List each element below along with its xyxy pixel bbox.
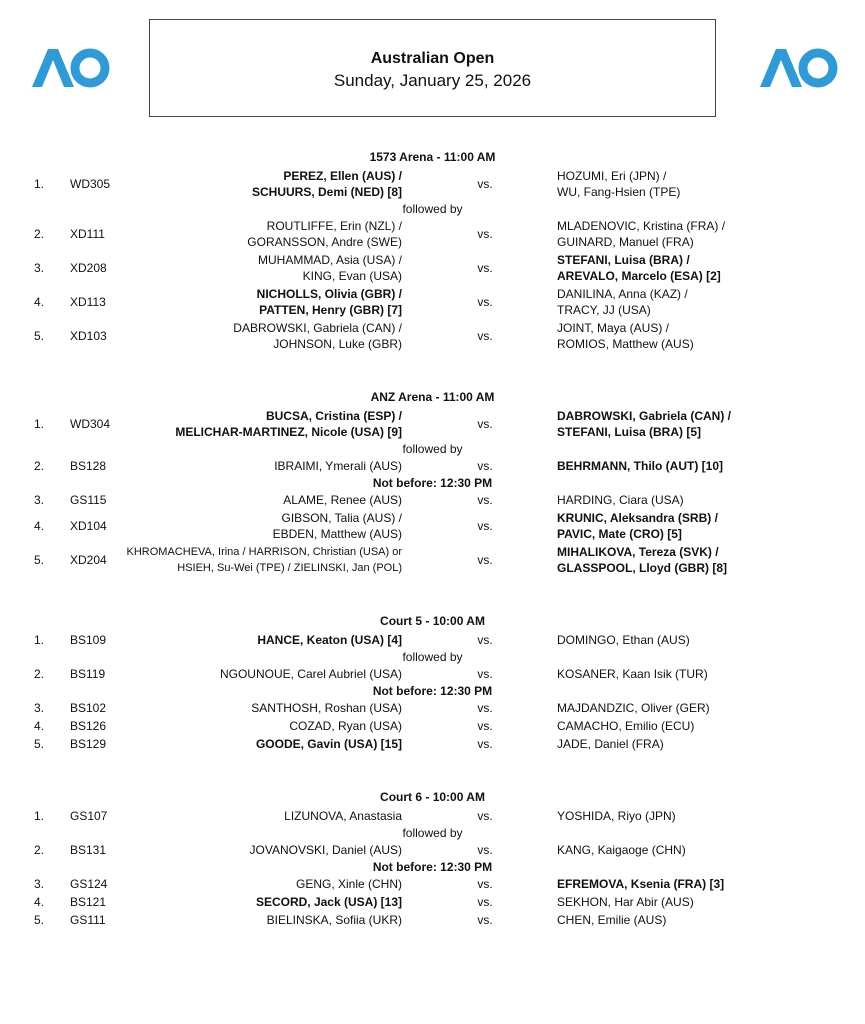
player-name: HOZUMI, Eri (JPN) /: [557, 169, 667, 183]
left-team: [62, 217, 402, 251]
left-team-names: [258, 252, 402, 284]
event-code: GS107: [70, 809, 108, 823]
left-team: [62, 807, 402, 825]
match-number: 3.: [34, 877, 45, 891]
match-number: 4.: [34, 719, 45, 733]
player-name: DABROWSKI, Gabriela (CAN) /: [233, 321, 402, 335]
player-name: JOVANOVSKI, Daniel (AUS): [249, 843, 402, 857]
match-row: [0, 699, 865, 717]
court-section: [0, 147, 865, 353]
event-code: XD204: [70, 553, 107, 567]
left-team: [62, 875, 402, 893]
player-name: KING, Evan (USA): [302, 269, 402, 283]
right-team-names: [557, 168, 680, 200]
right-team: [557, 319, 857, 353]
right-team-names: [557, 842, 686, 858]
player-name: NGOUNOUE, Carel Aubriel (USA): [219, 667, 402, 681]
player-name: KOSANER, Kaan Isik (TUR): [557, 667, 708, 681]
court-title: Court 6 - 10:00 AM: [380, 790, 485, 804]
left-team: [62, 665, 402, 683]
court-section: [0, 387, 865, 577]
right-team-names: [557, 894, 694, 910]
left-team-names: [257, 286, 402, 318]
match-number: 1.: [34, 809, 45, 823]
right-team: [557, 735, 857, 753]
match-row: [0, 457, 865, 475]
left-team-names: [252, 168, 402, 200]
court-section: [0, 787, 865, 929]
match-row: [0, 631, 865, 649]
vs-label: vs.: [477, 493, 493, 507]
vs-label: vs.: [477, 295, 493, 309]
player-name: CHEN, Emilie (AUS): [557, 913, 667, 927]
player-name: GORANSSON, Andre (SWE): [247, 235, 402, 249]
left-team: [62, 251, 402, 285]
page-date: Sunday, January 25, 2026: [333, 71, 532, 90]
left-team: [62, 509, 402, 543]
right-team-names: [557, 912, 666, 928]
right-team: [557, 717, 857, 735]
right-team: [557, 543, 857, 577]
schedule-note: followed by: [402, 826, 463, 840]
event-code: BS119: [70, 667, 106, 681]
court-section: [0, 611, 865, 753]
right-team: [557, 665, 857, 683]
right-team-names: [557, 492, 684, 508]
match-row: [0, 911, 865, 929]
player-name: JOINT, Maya (AUS) /: [557, 321, 670, 335]
player-name: BIELINSKA, Sofiia (UKR): [266, 913, 402, 927]
left-team-names: [247, 218, 402, 250]
match-number: 3.: [34, 493, 45, 507]
ao-logo-right-graphic: [758, 44, 838, 92]
event-code: XD103: [70, 329, 107, 343]
right-team: [557, 807, 857, 825]
player-name: SCHUURS, Demi (NED) [8]: [251, 185, 402, 199]
right-team: [557, 841, 857, 859]
schedule-note: Not before: 12:30 PM: [372, 684, 493, 698]
player-name: SEKHON, Har Abir (AUS): [557, 895, 694, 909]
event-code: GS111: [70, 913, 106, 927]
player-name: EBDEN, Matthew (AUS): [272, 527, 402, 541]
event-code: BS129: [70, 737, 107, 751]
player-name: ROMIOS, Matthew (AUS): [557, 337, 694, 351]
player-name: EFREMOVA, Ksenia (FRA) [3]: [557, 877, 725, 891]
match-number: 1.: [34, 417, 45, 431]
match-row: [0, 319, 865, 353]
left-team: [62, 699, 402, 717]
left-team: [62, 285, 402, 319]
event-code: BS126: [70, 719, 107, 733]
right-team-names: [557, 736, 664, 752]
left-team: [62, 407, 402, 441]
match-row: [0, 665, 865, 683]
right-team: [557, 911, 857, 929]
player-name: HARDING, Ciara (USA): [557, 493, 684, 507]
match-number: 4.: [34, 519, 45, 533]
right-team-names: [557, 458, 723, 474]
match-row: [0, 717, 865, 735]
player-name: PAVIC, Mate (CRO) [5]: [557, 527, 682, 541]
left-team: [62, 491, 402, 509]
schedule-note: followed by: [402, 442, 463, 456]
left-team: [62, 543, 402, 577]
court-title: ANZ Arena - 11:00 AM: [370, 390, 495, 404]
right-team-names: [557, 666, 708, 682]
match-number: 5.: [34, 553, 45, 567]
left-team-names: [283, 492, 402, 508]
match-number: 4.: [34, 295, 45, 309]
right-team: [557, 491, 857, 509]
event-code: BS121: [70, 895, 107, 909]
left-team-names: [256, 736, 402, 752]
header-box: [149, 19, 716, 117]
left-team: [62, 319, 402, 353]
vs-label: vs.: [477, 177, 493, 191]
player-name: JADE, Daniel (FRA): [557, 737, 664, 751]
right-team-names: [557, 808, 676, 824]
right-team-names: [557, 252, 721, 284]
right-team: [557, 167, 857, 201]
match-number: 5.: [34, 737, 45, 751]
right-team: [557, 699, 857, 717]
left-team: [62, 167, 402, 201]
left-team-names: [274, 458, 402, 474]
player-name: WU, Fang-Hsien (TPE): [557, 185, 681, 199]
right-team-names: [557, 632, 690, 648]
vs-label: vs.: [477, 719, 493, 733]
left-team-names: [127, 544, 402, 576]
player-name: ALAME, Renee (AUS): [283, 493, 402, 507]
player-name: IBRAIMI, Ymerali (AUS): [274, 459, 402, 473]
match-row: [0, 807, 865, 825]
match-row: [0, 735, 865, 753]
match-number: 2.: [34, 843, 45, 857]
player-name: GUINARD, Manuel (FRA): [557, 235, 694, 249]
right-team: [557, 631, 857, 649]
match-number: 1.: [34, 633, 45, 647]
left-team-names: [233, 320, 402, 352]
right-team-names: [557, 320, 694, 352]
left-team-names: [273, 510, 402, 542]
schedule-note: followed by: [402, 650, 463, 664]
ao-logo-left: [30, 44, 110, 92]
event-code: BS131: [70, 843, 107, 857]
player-name: JOHNSON, Luke (GBR): [273, 337, 402, 351]
match-number: 1.: [34, 177, 45, 191]
right-team: [557, 457, 857, 475]
vs-label: vs.: [477, 737, 493, 751]
right-team: [557, 285, 857, 319]
vs-label: vs.: [477, 519, 493, 533]
player-name: KANG, Kaigaoge (CHN): [557, 843, 686, 857]
left-team-names: [267, 912, 402, 928]
vs-label: vs.: [477, 227, 493, 241]
event-code: XD113: [70, 295, 106, 309]
player-name: AREVALO, Marcelo (ESA) [2]: [557, 269, 721, 283]
vs-label: vs.: [477, 895, 493, 909]
right-team: [557, 893, 857, 911]
player-name: SANTHOSH, Roshan (USA): [251, 701, 402, 715]
ao-logo-right: [758, 44, 838, 92]
match-number: 3.: [34, 261, 45, 275]
right-team-names: [557, 544, 727, 576]
vs-label: vs.: [477, 633, 493, 647]
player-name: BUCSA, Cristina (ESP) /: [265, 409, 402, 423]
player-name: GOODE, Gavin (USA) [15]: [255, 737, 402, 751]
player-name: HSIEH, Su-Wei (TPE) / ZIELINSKI, Jan (POL): [177, 562, 402, 574]
match-row: [0, 285, 865, 319]
match-number: 2.: [34, 667, 45, 681]
match-row: [0, 893, 865, 911]
match-row: [0, 491, 865, 509]
player-name: MAJDANDZIC, Oliver (GER): [557, 701, 710, 715]
match-number: 5.: [34, 329, 45, 343]
player-name: KHROMACHEVA, Irina / HARRISON, Christian (USA) or: [126, 546, 402, 558]
player-name: YOSHIDA, Riyo (JPN): [557, 809, 676, 823]
player-name: ROUTLIFFE, Erin (NZL) /: [266, 219, 402, 233]
match-number: 5.: [34, 913, 45, 927]
player-name: DABROWSKI, Gabriela (CAN) /: [557, 409, 732, 423]
player-name: DANILINA, Anna (KAZ) /: [557, 287, 688, 301]
player-name: TRACY, JJ (USA): [557, 303, 651, 317]
ao-logo-left-graphic: [30, 44, 110, 92]
vs-label: vs.: [477, 843, 493, 857]
left-team-names: [175, 408, 402, 440]
vs-label: vs.: [477, 329, 493, 343]
right-team: [557, 407, 857, 441]
player-name: GIBSON, Talia (AUS) /: [281, 511, 402, 525]
player-name: LIZUNOVA, Anastasia: [284, 809, 402, 823]
vs-label: vs.: [477, 701, 493, 715]
player-name: STEFANI, Luisa (BRA) /: [557, 253, 690, 267]
match-number: 3.: [34, 701, 45, 715]
event-code: GS115: [70, 493, 107, 507]
vs-label: vs.: [477, 809, 493, 823]
player-name: CAMACHO, Emilio (ECU): [557, 719, 695, 733]
left-team-names: [251, 700, 402, 716]
vs-label: vs.: [477, 417, 493, 431]
schedule-note: followed by: [402, 202, 463, 216]
match-number: 2.: [34, 227, 45, 241]
left-team-names: [289, 718, 402, 734]
player-name: KRUNIC, Aleksandra (SRB) /: [557, 511, 718, 525]
player-name: SECORD, Jack (USA) [13]: [255, 895, 402, 909]
match-row: [0, 509, 865, 543]
match-row: [0, 407, 865, 441]
right-team: [557, 251, 857, 285]
right-team: [557, 875, 857, 893]
schedule-note: Not before: 12:30 PM: [372, 860, 493, 874]
left-team-names: [284, 808, 402, 824]
right-team-names: [557, 718, 694, 734]
right-team-names: [557, 286, 688, 318]
player-name: MLADENOVIC, Kristina (FRA) /: [557, 219, 726, 233]
left-team: [62, 911, 402, 929]
player-name: MUHAMMAD, Asia (USA) /: [257, 253, 402, 267]
event-code: BS109: [70, 633, 107, 647]
event-code: BS102: [70, 701, 107, 715]
match-number: 4.: [34, 895, 45, 909]
right-team-names: [557, 700, 710, 716]
left-team: [62, 457, 402, 475]
player-name: DOMINGO, Ethan (AUS): [557, 633, 690, 647]
player-name: PEREZ, Ellen (AUS) /: [283, 169, 402, 183]
left-team-names: [257, 632, 402, 648]
left-team-names: [296, 876, 402, 892]
player-name: GENG, Xinle (CHN): [295, 877, 402, 891]
event-code: WD304: [70, 417, 111, 431]
player-name: MIHALIKOVA, Tereza (SVK) /: [557, 545, 719, 559]
event-code: GS124: [70, 877, 108, 891]
match-number: 2.: [34, 459, 45, 473]
event-code: XD208: [70, 261, 107, 275]
player-name: STEFANI, Luisa (BRA) [5]: [557, 425, 702, 439]
vs-label: vs.: [477, 553, 493, 567]
player-name: COZAD, Ryan (USA): [289, 719, 402, 733]
left-team-names: [256, 894, 402, 910]
match-row: [0, 875, 865, 893]
left-team-names: [220, 666, 402, 682]
player-name: BEHRMANN, Thilo (AUT) [10]: [557, 459, 723, 473]
player-name: PATTEN, Henry (GBR) [7]: [259, 303, 402, 317]
match-row: [0, 543, 865, 577]
left-team: [62, 735, 402, 753]
event-code: WD305: [70, 177, 111, 191]
event-code: BS128: [70, 459, 107, 473]
court-title: Court 5 - 10:00 AM: [380, 614, 485, 628]
vs-label: vs.: [477, 877, 493, 891]
player-name: MELICHAR-MARTINEZ, Nicole (USA) [9]: [175, 425, 402, 439]
vs-label: vs.: [477, 261, 493, 275]
court-title: 1573 Arena - 11:00 AM: [369, 150, 496, 164]
order-of-play: [0, 147, 865, 963]
right-team: [557, 509, 857, 543]
left-team: [62, 841, 402, 859]
left-team: [62, 631, 402, 649]
left-team-names: [250, 842, 402, 858]
vs-label: vs.: [477, 459, 493, 473]
player-name: HANCE, Keaton (USA) [4]: [257, 633, 402, 647]
page-title: Australian Open: [370, 50, 495, 67]
vs-label: vs.: [477, 913, 493, 927]
match-row: [0, 167, 865, 201]
match-row: [0, 217, 865, 251]
player-name: NICHOLLS, Olivia (GBR) /: [256, 287, 402, 301]
right-team: [557, 217, 857, 251]
right-team-names: [557, 876, 724, 892]
right-team-names: [557, 218, 725, 250]
event-code: XD104: [70, 519, 107, 533]
right-team-names: [557, 510, 718, 542]
player-name: GLASSPOOL, Lloyd (GBR) [8]: [557, 561, 727, 575]
match-row: [0, 841, 865, 859]
vs-label: vs.: [477, 667, 493, 681]
schedule-note: Not before: 12:30 PM: [372, 476, 493, 490]
left-team: [62, 717, 402, 735]
event-code: XD111: [70, 227, 105, 241]
right-team-names: [557, 408, 731, 440]
left-team: [62, 893, 402, 911]
match-row: [0, 251, 865, 285]
